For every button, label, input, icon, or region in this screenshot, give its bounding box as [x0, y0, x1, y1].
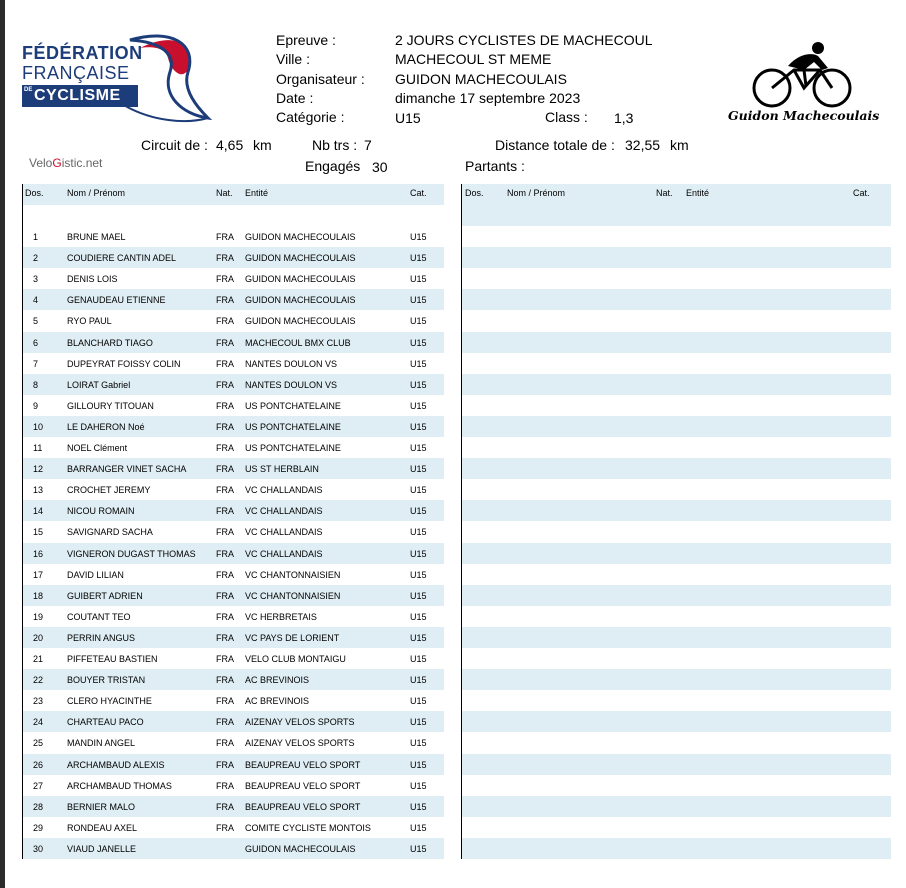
- rider-entite: GUIDON MACHECOULAIS: [245, 316, 356, 327]
- club-logo-text: Guidon Machecoulais: [728, 108, 880, 123]
- partants-label: Partants :: [465, 158, 525, 174]
- rider-nat: FRA: [216, 569, 234, 580]
- rider-name: NOEL Clément: [67, 443, 128, 453]
- rider-entite: VC CHALLANDAIS: [245, 548, 323, 559]
- rider-name: VIAUD JANELLE: [67, 843, 137, 854]
- rider-nat: FRA: [216, 527, 234, 538]
- rider-nat: FRA: [216, 485, 234, 496]
- partants-table: [462, 184, 891, 859]
- empty-row: [462, 437, 891, 458]
- rider-name: COUDIERE CANTIN ADEL: [67, 253, 177, 264]
- rider-cat: U15: [410, 780, 427, 791]
- rider-cat: U15: [410, 295, 427, 306]
- date-label: Date :: [276, 90, 314, 106]
- rider-name: CHARTEAU PACO: [67, 717, 144, 728]
- velogistic-link[interactable]: [29, 156, 102, 170]
- rider-name: GILLOURY TITOUAN: [67, 400, 154, 411]
- empty-row: [462, 838, 891, 859]
- header-entite: Entité: [245, 188, 269, 198]
- empty-row: [462, 395, 891, 416]
- rider-nat: FRA: [216, 443, 234, 453]
- empty-row: [462, 543, 891, 564]
- rider-name: PERRIN ANGUS: [67, 632, 136, 643]
- rider-name: NICOU ROMAIN: [67, 506, 135, 517]
- rider-cat: U15: [410, 632, 427, 643]
- rider-cat: U15: [410, 696, 427, 707]
- rider-nat: FRA: [216, 316, 234, 327]
- header-entite-right: Entité: [686, 188, 710, 198]
- table-row: [23, 521, 444, 542]
- rider-nat: FRA: [216, 506, 234, 517]
- rider-name: CROCHET JEREMY: [67, 485, 151, 496]
- table-row: [23, 437, 444, 458]
- ffc-prefix: DE: [24, 87, 33, 93]
- riders-table: [23, 184, 444, 859]
- rider-nat: FRA: [216, 801, 234, 812]
- rider-name: LE DAHERON Noé: [67, 421, 145, 432]
- rider-entite: VC CHALLANDAIS: [245, 485, 323, 496]
- table-row: [23, 564, 444, 585]
- rider-nat: FRA: [216, 379, 234, 390]
- rider-name: GUIBERT ADRIEN: [67, 590, 143, 601]
- empty-row: [462, 289, 891, 310]
- header-nom-right: Nom / Prénom: [507, 188, 566, 198]
- rider-dos: 20: [33, 632, 44, 643]
- rider-entite: VC CHANTONNAISIEN: [245, 569, 341, 580]
- rider-dos: 3: [33, 274, 39, 285]
- table-row: [23, 775, 444, 796]
- rider-name: GENAUDEAU ETIENNE: [67, 295, 166, 306]
- rider-nat: FRA: [216, 337, 234, 348]
- rider-name: CLERO HYACINTHE: [67, 696, 152, 707]
- rider-nat: FRA: [216, 232, 234, 242]
- rider-entite: COMITE CYCLISTE MONTOIS: [245, 822, 371, 833]
- rider-nat: FRA: [216, 822, 234, 833]
- rider-nat: FRA: [216, 780, 234, 791]
- rider-entite: US PONTCHATELAINE: [245, 400, 341, 411]
- empty-row: [462, 690, 891, 711]
- table-row: [23, 796, 444, 817]
- empty-row: [462, 606, 891, 627]
- rider-cat: U15: [410, 443, 427, 453]
- rider-nat: FRA: [216, 738, 234, 749]
- empty-row: [462, 226, 891, 247]
- class-value: 1,3: [614, 110, 634, 126]
- rider-nat: FRA: [216, 759, 234, 770]
- rider-nat: FRA: [216, 295, 234, 306]
- table-row: [23, 247, 444, 268]
- rider-dos: 25: [33, 738, 44, 749]
- table-row: [23, 690, 444, 711]
- rider-cat: U15: [410, 421, 427, 432]
- rider-cat: U15: [410, 358, 427, 369]
- empty-row: [462, 374, 891, 395]
- empty-row: [462, 775, 891, 796]
- rider-name: PIFFETEAU BASTIEN: [67, 654, 158, 664]
- rider-entite: BEAUPREAU VELO SPORT: [245, 759, 361, 770]
- rider-cat: U15: [410, 379, 427, 390]
- rider-dos: 11: [33, 443, 43, 453]
- rider-dos: 18: [33, 590, 44, 601]
- rider-dos: 16: [33, 548, 44, 559]
- ffc-logo: [22, 34, 212, 124]
- left-edge-bar: [0, 0, 5, 888]
- table-row: [23, 838, 444, 859]
- rider-cat: U15: [410, 316, 427, 327]
- empty-row: [462, 754, 891, 775]
- rider-name: COUTANT TEO: [67, 611, 131, 622]
- empty-row: [462, 627, 891, 648]
- rider-name: ARCHAMBAUD ALEXIS: [67, 759, 165, 770]
- rider-nat: FRA: [216, 548, 234, 559]
- rider-cat: U15: [410, 548, 427, 559]
- rider-nat: FRA: [216, 421, 234, 432]
- rider-nat: FRA: [216, 400, 234, 411]
- table-row: [23, 310, 444, 331]
- rider-name: DUPEYRAT FOISSY COLIN: [67, 358, 181, 369]
- rider-name: BOUYER TRISTAN: [67, 675, 146, 686]
- rider-dos: 27: [33, 780, 44, 791]
- header-nom: Nom / Prénom: [67, 188, 126, 198]
- rider-entite: US ST HERBLAIN: [245, 464, 319, 475]
- rider-cat: U15: [410, 801, 427, 812]
- rider-name: SAVIGNARD SACHA: [67, 527, 153, 538]
- rider-entite: GUIDON MACHECOULAIS: [245, 274, 356, 285]
- rider-entite: AC BREVINOIS: [245, 696, 310, 707]
- empty-row: [462, 648, 891, 669]
- empty-row: [462, 205, 891, 226]
- circuit-value: 4,65: [216, 137, 244, 153]
- rider-cat: U15: [410, 654, 427, 664]
- table-row: [23, 711, 444, 732]
- table-row: [23, 627, 444, 648]
- table-row: [23, 500, 444, 521]
- table-row: [23, 268, 444, 289]
- table-row: [23, 353, 444, 374]
- rider-dos: 30: [33, 843, 44, 854]
- empty-row: [462, 500, 891, 521]
- rider-name: ARCHAMBAUD THOMAS: [67, 780, 172, 791]
- rider-dos: 22: [33, 675, 44, 686]
- circuit-unit: km: [253, 137, 272, 153]
- rider-cat: U15: [410, 569, 427, 580]
- rider-cat: U15: [410, 675, 427, 686]
- rider-nat: FRA: [216, 717, 234, 728]
- rider-entite: AIZENAY VELOS SPORTS: [245, 738, 355, 749]
- organisateur-label: Organisateur :: [276, 71, 365, 87]
- rider-dos: 19: [33, 611, 44, 622]
- rider-cat: U15: [410, 274, 427, 285]
- rider-dos: 1: [33, 232, 39, 242]
- rider-entite: GUIDON MACHECOULAIS: [245, 253, 356, 264]
- rider-entite: VC CHALLANDAIS: [245, 506, 323, 517]
- rider-dos: 15: [33, 527, 44, 538]
- table-spacer-row: [23, 205, 444, 226]
- table-row: [23, 543, 444, 564]
- rider-name: BERNIER MALO: [67, 801, 136, 812]
- rider-entite: VC HERBRETAIS: [245, 611, 317, 622]
- rider-dos: 17: [33, 569, 44, 580]
- engages-value: 30: [372, 159, 388, 175]
- ville-value: MACHECOUL ST MEME: [395, 51, 552, 67]
- class-label: Class :: [545, 109, 588, 125]
- rider-entite: AIZENAY VELOS SPORTS: [245, 717, 355, 728]
- rider-nat: FRA: [216, 632, 234, 643]
- nbtrs-value: 7: [364, 137, 372, 153]
- rider-dos: 4: [33, 295, 39, 306]
- header-dos-right: Dos.: [465, 188, 484, 198]
- categorie-value: U15: [395, 110, 421, 126]
- rider-cat: U15: [410, 232, 427, 242]
- empty-row: [462, 353, 891, 374]
- rider-entite: GUIDON MACHECOULAIS: [245, 295, 356, 306]
- table-row: [23, 289, 444, 310]
- rider-dos: 23: [33, 696, 44, 707]
- ffc-line2: FRANÇAISE: [22, 63, 130, 83]
- rider-name: LOIRAT Gabriel: [67, 379, 131, 390]
- header-nat-right: Nat.: [656, 188, 673, 198]
- rider-dos: 29: [33, 822, 44, 833]
- rider-dos: 7: [33, 358, 39, 369]
- rider-name: RYO PAUL: [67, 316, 112, 327]
- ville-label: Ville :: [276, 51, 310, 67]
- table-row: [23, 395, 444, 416]
- ffc-line1: FÉDÉRATION: [22, 43, 143, 63]
- rider-dos: 12: [33, 464, 44, 475]
- table-header-right: [462, 184, 891, 205]
- rider-nat: FRA: [216, 590, 234, 601]
- rider-cat: U15: [410, 822, 427, 833]
- rider-cat: U15: [410, 464, 427, 475]
- rider-cat: U15: [410, 759, 427, 770]
- rider-cat: U15: [410, 337, 427, 348]
- rider-dos: 21: [33, 654, 44, 664]
- rider-entite: VELO CLUB MONTAIGU: [245, 654, 346, 664]
- empty-row: [462, 268, 891, 289]
- rider-entite: US PONTCHATELAINE: [245, 443, 341, 453]
- table-row: [23, 669, 444, 690]
- empty-row: [462, 332, 891, 353]
- empty-row: [462, 311, 891, 332]
- header-cat-right: Cat.: [853, 188, 870, 198]
- empty-row: [462, 796, 891, 817]
- engages-label: Engagés: [305, 158, 361, 174]
- rider-nat: FRA: [216, 696, 234, 707]
- empty-row: [462, 416, 891, 437]
- nbtrs-label: Nb trs :: [312, 137, 358, 153]
- organisateur-value: GUIDON MACHECOULAIS: [395, 71, 567, 87]
- distance-value: 32,55: [625, 137, 661, 153]
- rider-nat: FRA: [216, 358, 234, 369]
- empty-row: [462, 564, 891, 585]
- rider-cat: U15: [410, 738, 427, 749]
- table-row: [23, 606, 444, 627]
- table-header: [23, 184, 444, 205]
- rider-nat: FRA: [216, 464, 234, 475]
- empty-row: [462, 711, 891, 732]
- rider-entite: GUIDON MACHECOULAIS: [245, 843, 356, 854]
- guidon-machecoulais-logo: [728, 40, 880, 130]
- rider-nat: FRA: [216, 253, 234, 264]
- rider-name: DENIS LOIS: [67, 274, 118, 285]
- velogistic-part1: Velo: [29, 156, 53, 170]
- empty-row: [462, 458, 891, 479]
- header-cat: Cat.: [410, 188, 427, 198]
- rider-entite: NANTES DOULON VS: [245, 379, 338, 390]
- rider-name: RONDEAU AXEL: [67, 822, 138, 833]
- rider-dos: 9: [33, 400, 39, 411]
- rider-entite: US PONTCHATELAINE: [245, 421, 341, 432]
- rider-cat: U15: [410, 843, 427, 854]
- rider-cat: U15: [410, 527, 427, 538]
- rider-name: VIGNERON DUGAST THOMAS: [67, 548, 196, 559]
- rider-entite: GUIDON MACHECOULAIS: [245, 232, 356, 242]
- empty-row: [462, 669, 891, 690]
- distance-unit: km: [670, 137, 689, 153]
- rider-entite: MACHECOUL BMX CLUB: [245, 337, 351, 348]
- rider-dos: 2: [33, 253, 39, 264]
- rider-cat: U15: [410, 717, 427, 728]
- table-row: [23, 754, 444, 775]
- categorie-label: Catégorie :: [276, 109, 345, 125]
- table-row: [23, 648, 444, 669]
- rider-name: BRUNE MAEL: [67, 232, 126, 242]
- table-row: [23, 374, 444, 395]
- table-row: [23, 585, 444, 606]
- table-row: [23, 732, 444, 753]
- rider-entite: BEAUPREAU VELO SPORT: [245, 801, 361, 812]
- rider-dos: 24: [33, 717, 44, 728]
- header-nat: Nat.: [216, 188, 233, 198]
- rider-nat: FRA: [216, 274, 234, 285]
- rider-dos: 10: [33, 421, 44, 432]
- distance-label: Distance totale de :: [495, 137, 615, 153]
- rider-name: BLANCHARD TIAGO: [67, 337, 153, 348]
- empty-row: [462, 817, 891, 838]
- empty-row: [462, 585, 891, 606]
- rider-cat: U15: [410, 253, 427, 264]
- rider-cat: U15: [410, 506, 427, 517]
- epreuve-value: 2 JOURS CYCLISTES DE MACHECOUL: [395, 32, 653, 48]
- table-row: [23, 416, 444, 437]
- rider-dos: 13: [33, 485, 44, 496]
- rider-entite: VC CHANTONNAISIEN: [245, 590, 341, 601]
- circuit-label: Circuit de :: [141, 137, 208, 153]
- rider-nat: FRA: [216, 611, 234, 622]
- rider-nat: FRA: [216, 654, 234, 664]
- table-row: [23, 458, 444, 479]
- rider-dos: 14: [33, 506, 44, 517]
- velogistic-part3: istic.net: [61, 156, 103, 170]
- rider-nat: FRA: [216, 675, 234, 686]
- empty-row: [462, 479, 891, 500]
- empty-row: [462, 247, 891, 268]
- rider-name: BARRANGER VINET SACHA: [67, 464, 187, 475]
- table-row: [23, 817, 444, 838]
- rider-entite: VC PAYS DE LORIENT: [245, 632, 340, 643]
- rider-cat: U15: [410, 590, 427, 601]
- cyclist-icon: [728, 40, 873, 108]
- table-row: [23, 226, 444, 247]
- empty-row: [462, 522, 891, 543]
- rider-dos: 5: [33, 316, 39, 327]
- rider-entite: BEAUPREAU VELO SPORT: [245, 780, 361, 791]
- rider-dos: 28: [33, 801, 44, 812]
- rider-name: MANDIN ANGEL: [67, 738, 136, 749]
- rider-cat: U15: [410, 611, 427, 622]
- table-row: [23, 479, 444, 500]
- rider-entite: VC CHALLANDAIS: [245, 527, 323, 538]
- ffc-line3: CYCLISME: [34, 87, 121, 104]
- rider-dos: 6: [33, 337, 39, 348]
- rider-dos: 8: [33, 379, 39, 390]
- rider-entite: AC BREVINOIS: [245, 675, 310, 686]
- header-dos: Dos.: [25, 188, 44, 198]
- rider-name: DAVID LILIAN: [67, 569, 124, 580]
- rider-cat: U15: [410, 400, 427, 411]
- date-value: dimanche 17 septembre 2023: [395, 90, 581, 106]
- epreuve-label: Epreuve :: [276, 32, 336, 48]
- rider-entite: NANTES DOULON VS: [245, 358, 338, 369]
- table-row: [23, 332, 444, 353]
- rider-cat: U15: [410, 485, 427, 496]
- empty-row: [462, 733, 891, 754]
- rider-dos: 26: [33, 759, 44, 770]
- velogistic-part2: G: [52, 156, 62, 170]
